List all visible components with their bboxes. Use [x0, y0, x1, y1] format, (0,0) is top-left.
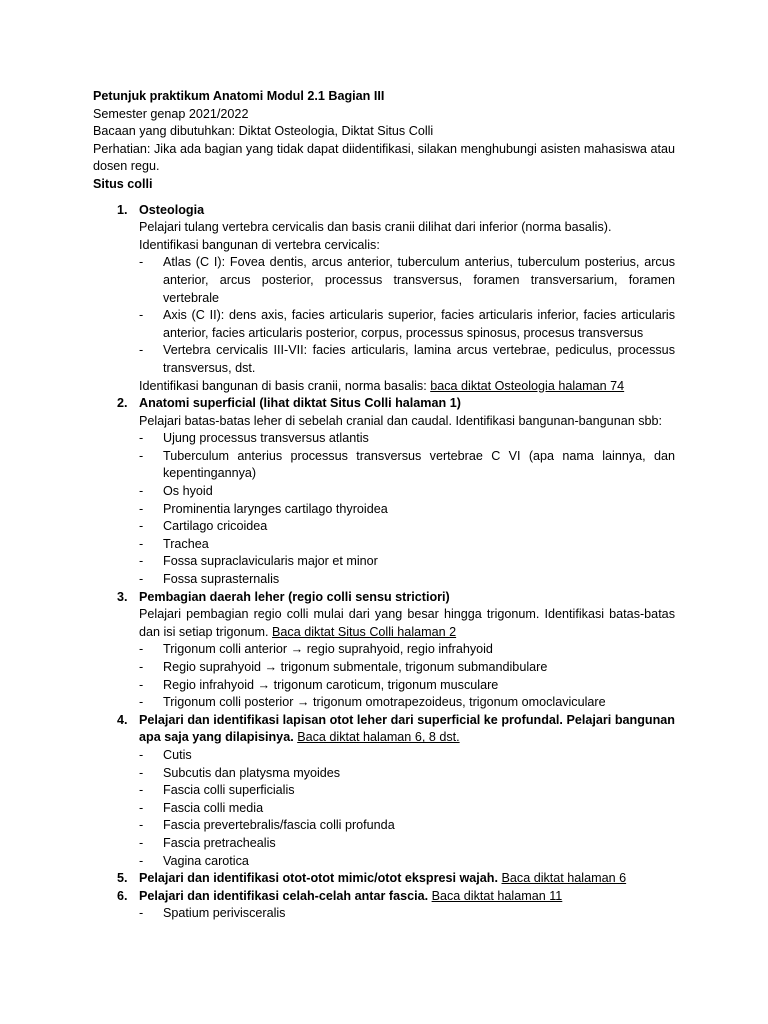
item-text: Identifikasi bangunan di vertebra cervicalis: [139, 237, 380, 252]
list-item [139, 677, 675, 695]
dash-marker: - [139, 536, 144, 551]
dash-marker: - [139, 308, 144, 323]
item-number: 6. [117, 888, 128, 903]
list-item [139, 782, 675, 800]
reference-link[interactable]: Baca diktat halaman 11 [431, 888, 563, 903]
list-item [139, 800, 675, 818]
list-item [139, 307, 675, 342]
list-item-otot-mimic [93, 870, 675, 888]
bullet-text: Cartilago cricoidea [163, 519, 268, 534]
dash-marker: - [139, 519, 144, 534]
bullet-text: Regio suprahyoid → trigonum submentale, trigonum submandibulare [163, 660, 548, 674]
bullet-list [139, 641, 675, 711]
list-item [139, 641, 675, 659]
reference-link[interactable]: Baca diktat halaman 6, 8 dst. [297, 730, 460, 745]
list-item [139, 254, 675, 307]
list-item-osteologia [93, 202, 675, 396]
item-text [139, 606, 675, 641]
tail-text: Identifikasi bangunan di basis cranii, norma basalis: [139, 378, 431, 393]
dash-marker: - [139, 677, 144, 692]
body-text: Pelajari pembagian regio colli mulai dari yang besar hingga trigonum. Identifikasi batas-batas dan isi setiap trigonum. [139, 607, 675, 639]
reading-line: Bacaan yang dibutuhkan: Diktat Osteologia, Diktat Situs Colli [93, 124, 434, 139]
dash-marker: - [139, 642, 144, 657]
note-paragraph: Perhatian: Jika ada bagian yang tidak dapat diidentifikasi, silakan menghubungi asisten mahasiswa atau dosen regu. [93, 141, 675, 174]
bullet-text: Cutis [163, 747, 192, 762]
bullet-text: Trigonum colli posterior → trigonum omotrapezoideus, trigonum omoclaviculare [163, 695, 606, 710]
bullet-text: Subcutis dan platysma myoides [163, 765, 341, 780]
bullet-list [139, 254, 675, 377]
list-item-anatomi-superficial [93, 395, 675, 589]
list-item-celah-antar-fascia [93, 888, 675, 923]
item-heading: Pelajari dan identifikasi celah-celah antar fascia. [139, 888, 429, 903]
dash-marker: - [139, 906, 144, 921]
dash-marker: - [139, 800, 144, 815]
item-heading: Pembagian daerah leher (regio colli sensu strictiori) [139, 589, 450, 604]
list-item [139, 571, 675, 589]
reference-link[interactable]: Baca diktat halaman 6 [501, 871, 627, 886]
dash-marker: - [139, 853, 144, 868]
bullet-text: Fascia colli superficialis [163, 783, 295, 798]
bullet-text: Ujung processus transversus atlantis [163, 431, 369, 446]
item-text [139, 378, 675, 396]
dash-marker: - [139, 835, 144, 850]
reference-link[interactable]: Baca diktat Situs Colli halaman 2 [272, 624, 457, 639]
bullet-list [139, 747, 675, 870]
list-item [139, 694, 675, 712]
bullet-text: Trachea [163, 536, 209, 551]
list-item [139, 430, 675, 448]
item-heading: Pelajari dan identifikasi lapisan otot leher dari superficial ke profundal. Pelajari bangunan apa saja yang dilapisinya. [139, 712, 675, 745]
dash-marker: - [139, 783, 144, 798]
dash-marker: - [139, 765, 144, 780]
item-number: 1. [117, 202, 128, 217]
dash-marker: - [139, 572, 144, 587]
bullet-text: Axis (C II): dens axis, facies articularis superior, facies articularis inferior, facies articularis anterior, facies articularis posterior, corpus, processus spinosus, procesus transversus [163, 308, 675, 340]
list-item [139, 853, 675, 871]
item-number: 2. [117, 396, 128, 411]
bullet-text: Atlas (C I): Fovea dentis, arcus anterior, tuberculum anterius, tuberculum posterius, arcus anterior, arcus posterior, processus transversus, foramen transversarium, foramen vertebrale [163, 255, 675, 305]
dash-marker: - [139, 818, 144, 833]
item-text: Pelajari tulang vertebra cervicalis dan basis cranii dilihat dari inferior (norma basalis). [139, 220, 612, 235]
bullet-text: Prominentia larynges cartilago thyroidea [163, 501, 388, 516]
dash-marker: - [139, 343, 144, 358]
bullet-text: Fascia colli media [163, 800, 264, 815]
semester-line: Semester genap 2021/2022 [93, 106, 249, 121]
dash-marker: - [139, 747, 144, 762]
bullet-text: Spatium perivisceralis [163, 906, 286, 921]
bullet-text: Fossa supraclavicularis major et minor [163, 554, 378, 569]
list-item [139, 659, 675, 677]
dash-marker: - [139, 554, 144, 569]
bullet-text: Vagina carotica [163, 853, 249, 868]
item-number: 4. [117, 712, 128, 727]
bullet-list [139, 905, 675, 923]
section-title: Situs colli [93, 176, 153, 191]
list-item [139, 747, 675, 765]
bullet-list [139, 430, 675, 588]
bullet-text: Regio infrahyoid → trigonum caroticum, trigonum musculare [163, 677, 499, 692]
bullet-text: Tuberculum anterius processus transversus vertebrae C VI (apa nama lainnya, dan kepentingannya) [163, 448, 675, 481]
item-heading-line [139, 712, 675, 747]
dash-marker: - [139, 255, 144, 270]
list-item-pembagian-daerah-leher [93, 589, 675, 712]
bullet-text: Vertebra cervicalis III-VII: facies articularis, lamina arcus vertebrae, pediculus, processus transversus, dst. [163, 343, 675, 375]
list-item [139, 448, 675, 483]
dash-marker: - [139, 448, 144, 463]
bullet-text: Os hyoid [163, 484, 213, 499]
dash-marker: - [139, 660, 144, 674]
dash-marker: - [139, 501, 144, 516]
list-item [139, 835, 675, 853]
item-text: Pelajari batas-batas leher di sebelah cranial dan caudal. Identifikasi bangunan-bangunan sbb: [139, 413, 663, 428]
list-item [139, 553, 675, 571]
item-number: 5. [117, 871, 128, 886]
bullet-text: Trigonum colli anterior → regio suprahyoid, regio infrahyoid [163, 642, 493, 657]
list-item [139, 342, 675, 377]
list-item [139, 817, 675, 835]
document-title: Petunjuk praktikum Anatomi Modul 2.1 Bagian III [93, 89, 385, 103]
item-heading-line [139, 888, 675, 906]
list-item [139, 905, 675, 923]
item-number: 3. [117, 589, 128, 604]
list-item-lapisan-otot-leher [93, 712, 675, 870]
list-item [139, 536, 675, 554]
item-heading-line [139, 870, 675, 888]
list-item [139, 518, 675, 536]
item-heading: Anatomi superficial (lihat diktat Situs Colli halaman 1) [139, 396, 461, 411]
dash-marker: - [139, 484, 144, 499]
bullet-text: Fascia prevertebralis/fascia colli profunda [163, 818, 395, 833]
item-heading: Pelajari dan identifikasi otot-otot mimic/otot ekspresi wajah. [139, 871, 498, 886]
dash-marker: - [139, 431, 144, 446]
instruction-list [93, 202, 675, 923]
reference-link[interactable]: baca diktat Osteologia halaman 74 [430, 378, 625, 393]
list-item [139, 501, 675, 519]
item-heading: Osteologia [139, 202, 205, 217]
document-body [93, 88, 675, 923]
list-item [139, 483, 675, 501]
dash-marker: - [139, 695, 144, 710]
bullet-text: Fossa suprasternalis [163, 572, 280, 587]
bullet-text: Fascia pretrachealis [163, 835, 276, 850]
list-item [139, 765, 675, 783]
